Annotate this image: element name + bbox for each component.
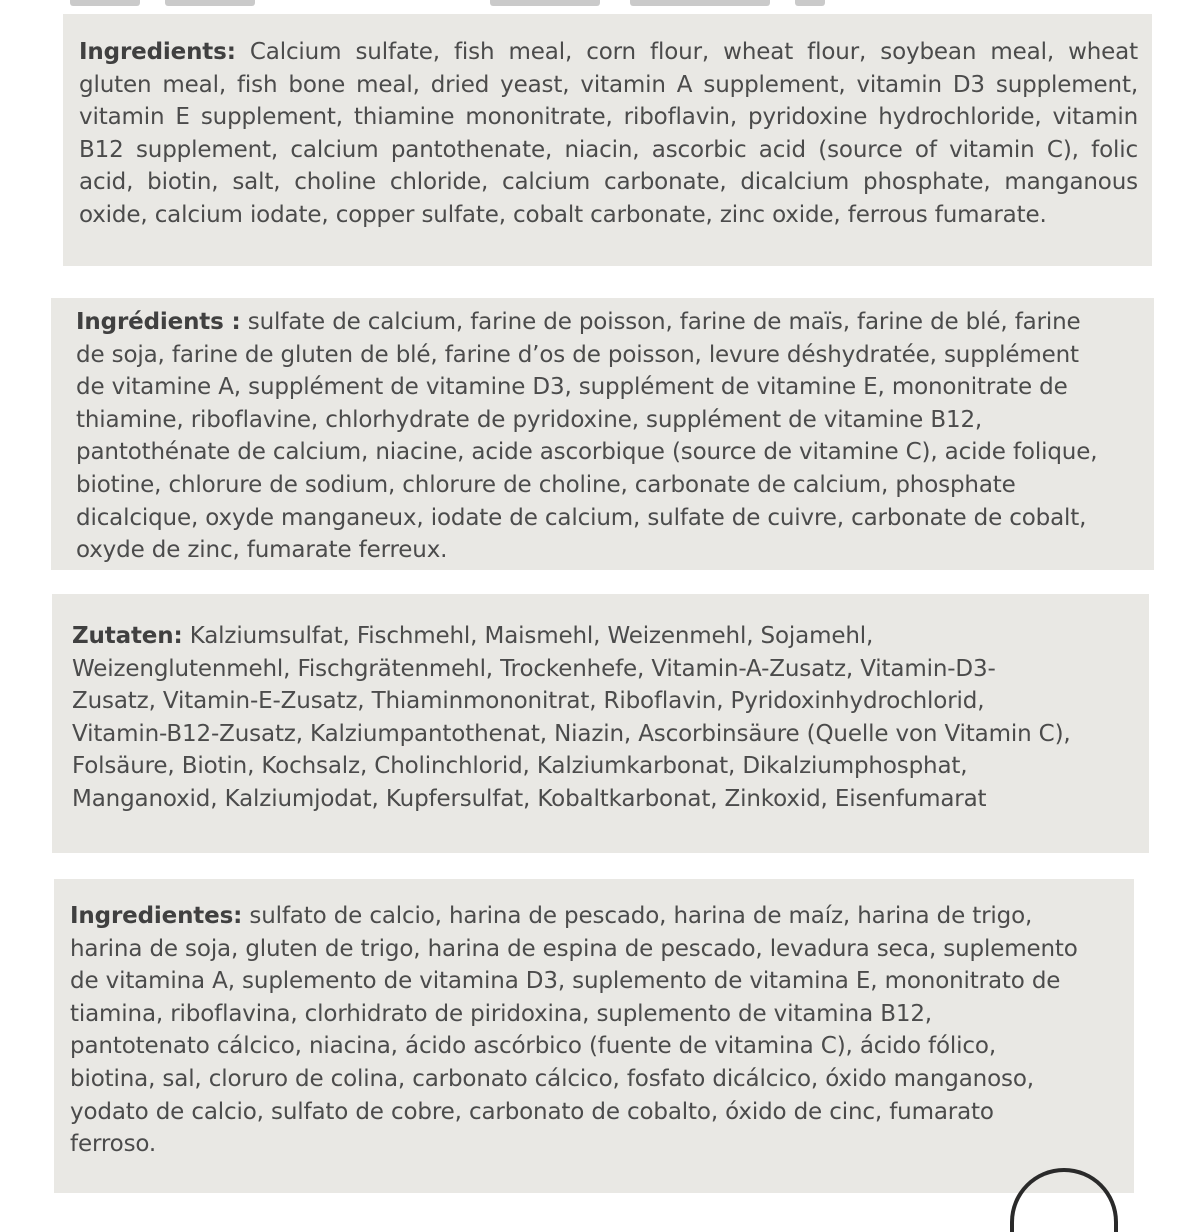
ingredients-label-spanish: Ingredientes: (70, 903, 243, 929)
ingredients-panel-english (63, 14, 1152, 266)
ingredients-paragraph-german (72, 620, 1135, 816)
ingredients-text-french: sulfate de calcium, farine de poisson, farine de maïs, farine de blé, farine de soja, farine de gluten de blé, farine d’os de poisson, levure déshydratée, supplément de vitamine A, supplément de vitamine D3, supplément de vitamine E, mononitrate de thiamine, riboflavine, chlorhydrate de pyridoxine, supplément de vitamine B12, pantothénate de calcium, niacine, acide ascorbique (source de vitamine C), acide folique, biotine, chlorure de sodium, chlorure de choline, carbonate de calcium, phosphate dicalcique, oxyde manganeux, iodate de calcium, sulfate de cuivre, carbonate de cobalt, oxyde de zinc, fumarate ferreux. (76, 309, 1098, 564)
ingredients-panel-german (52, 594, 1149, 853)
ingredients-text-german: Kalziumsulfat, Fischmehl, Maismehl, Weizenmehl, Sojamehl, Weizenglutenmehl, Fischgrätenmehl, Trockenhefe, Vitamin-A-Zusatz, Vitamin-D3- Zusatz, Vitamin-E-Zusatz, Thiaminmononitrat, Riboflavin, Pyridoxinhydrochlorid, Vitamin-B12-Zusatz, Kalziumpantothenat, Niazin, Ascorbinsäure (Quelle von Vitamin C), Folsäure, Biotin, Kochsalz, Cholinchlorid, Kalziumkarbonat, Dikalziumphosphat, Manganoxid, Kalziumjodat, Kupfersulfat, Kobaltkarbonat, Zinkoxid, Eisenfumarat (72, 623, 1071, 812)
ingredients-text-english: Calcium sulfate, fish meal, corn flour, wheat flour, soybean meal, wheat gluten meal, fish bone meal, dried yeast, vitamin A supplement, vitamin D3 supplement, vitamin E supplement, thiamine mononitrate, riboflavin, pyridoxine hydrochloride, vitamin B12 supplement, calcium pantothenate, niacin, ascorbic acid (source of vitamin C), folic acid, biotin, salt, choline chloride, calcium carbonate, dicalcium phosphate, manganous oxide, calcium iodate, copper sulfate, cobalt carbonate, zinc oxide, ferrous fumarate. (79, 39, 1138, 228)
ingredients-paragraph-french (76, 306, 1134, 567)
cropped-text-fragment (70, 0, 830, 14)
ingredients-text-spanish: sulfato de calcio, harina de pescado, harina de maíz, harina de trigo, harina de soja, gluten de trigo, harina de espina de pescado, levadura seca, suplemento de vitamina A, suplemento de vitamina D3, suplemento de vitamina E, mononitrato de tiamina, riboflavina, clorhidrato de piridoxina, suplemento de vitamina B12, pantotenato cálcico, niacina, ácido ascórbico (fuente de vitamina C), ácido fólico, biotina, sal, cloruro de colina, carbonato cálcico, fosfato dicálcico, óxido manganoso, yodato de calcio, sulfato de cobre, carbonato de cobalto, óxido de cinc, fumarato ferroso. (70, 903, 1078, 1158)
ingredients-paragraph-english (79, 36, 1138, 232)
ingredients-label-french: Ingrédients : (76, 309, 241, 335)
ingredients-panel-spanish (54, 879, 1134, 1193)
ingredients-panel-french (51, 298, 1154, 570)
ingredients-label-german: Zutaten: (72, 623, 183, 649)
ingredients-label-english: Ingredients: (79, 39, 236, 65)
ingredients-paragraph-spanish (70, 900, 1124, 1161)
